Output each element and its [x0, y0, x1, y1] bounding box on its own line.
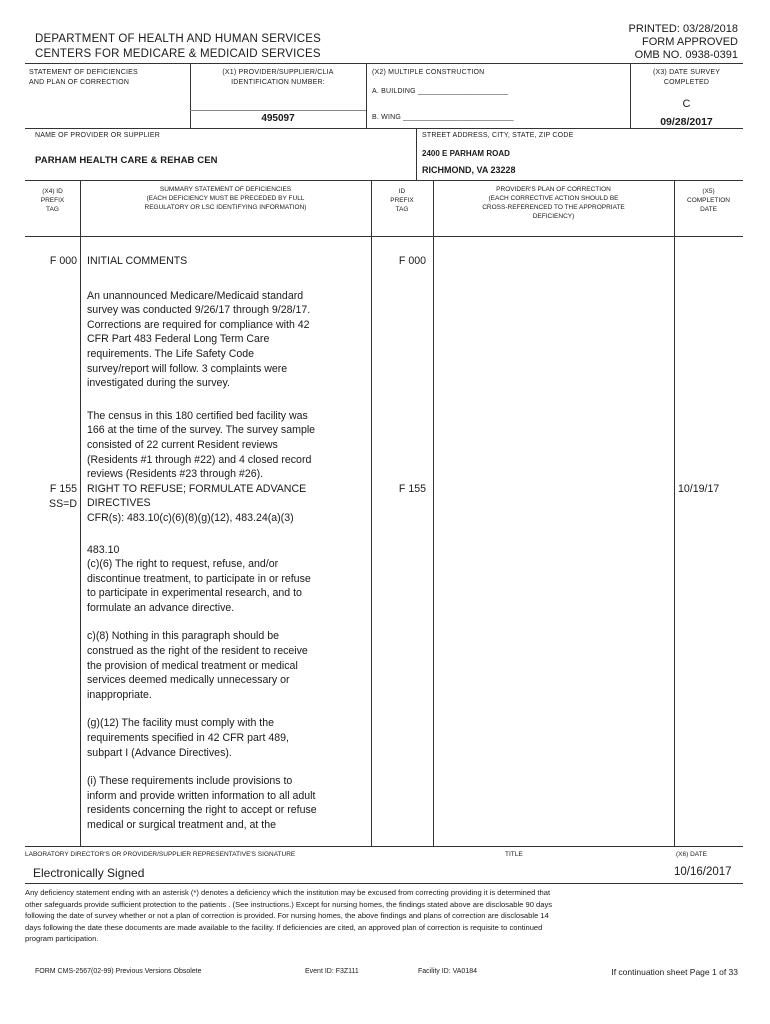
form-approved: FORM APPROVED [642, 36, 738, 48]
signature-value: Electronically Signed [33, 866, 145, 880]
regulation-i: (i) These requirements include provisions to inform and provide written information to all adult residents concerning the right to accept or refuse medical or surgical treatment and, at the [87, 775, 317, 831]
survey-paragraph: An unannounced Medicare/Medicaid standard survey was conducted 9/26/17 through 9/28/17. Corrections are required for compliance with 42 CFR Part 483 Federal Long Term Care requirements. The Life Safety Code survey/report will follow. 3 complaints were investigated during the survey. [87, 289, 311, 390]
regulation-c8: c)(8) Nothing in this paragraph should be construed as the right of the resident to receive the provision of medical treatment or medical services deemed medically unnecessary or inappropriate. [87, 630, 308, 701]
form-number: FORM CMS-2567(02-99) Previous Versions Obsolete [35, 968, 202, 975]
title-label: TITLE [505, 851, 523, 858]
statement-label: STATEMENT OF DEFICIENCIES AND PLAN OF CORRECTION [29, 69, 138, 86]
summary-content [87, 254, 369, 833]
provider-name-label: NAME OF PROVIDER OR SUPPLIER [35, 132, 161, 139]
department-title [35, 32, 321, 62]
summary-header: SUMMARY STATEMENT OF DEFICIENCIES (EACH DEFICIENCY MUST BE PRECEDED BY FULL REGULATORY OR LSC IDENTIFYING INFORMATION) [144, 186, 307, 211]
regulation-483-10: 483.10 (c)(6) The right to request, refuse, and/or discontinue treatment, to participate in or refuse to participate in experimental research, and to formulate an advance directive. [87, 543, 311, 614]
provider-number: 495097 [261, 113, 295, 124]
survey-letter: C [682, 98, 691, 110]
address-line-2: RICHMOND, VA 23228 [422, 165, 516, 175]
completion-date-f155: 10/19/17 [678, 483, 720, 495]
disclaimer: Any deficiency statement ending with an asterisk (*) denotes a deficiency which the institution may be excused from correcting providing it is determined that other safeguards provide sufficient protection to the patients . (See instructions.) Except for nursing homes, the findings stated above are disclosable 90 days following the date of survey whether or not a plan of correction is provided. For nursing homes, the above findings and plans of correction are disclosable 14 days following the date these documents are made available to the facility. If deficiencies are cited, an approved plan of correction is requisite to continued program participation. [25, 888, 553, 944]
building-label: A. BUILDING ______________________ [372, 88, 509, 95]
tag-f155-left: F 155 [49, 483, 77, 495]
census-paragraph: The census in this 180 certified bed facility was 166 at the time of the survey. The survey sample consisted of 22 current Resident reviews (Residents #1 through #22) and 4 closed record reviews (Residents #23 through #26). [87, 409, 316, 481]
address-line-1: 2400 E PARHAM ROAD [422, 149, 510, 158]
form-meta [629, 23, 738, 62]
x4-header: (X4) ID PREFIX TAG [40, 188, 65, 213]
f155-title: RIGHT TO REFUSE; FORMULATE ADVANCE DIRECTIVES CFR(s): 483.10(c)(6)(8)(g)(12), 483.24(a)(3) [87, 482, 307, 524]
x3-label: (X3) DATE SURVEY COMPLETED [652, 69, 721, 86]
event-id: Event ID: F3Z111 [305, 968, 359, 975]
tag-f000-left: F 000 [49, 255, 77, 267]
signature-label: LABORATORY DIRECTOR'S OR PROVIDER/SUPPLIER REPRESENTATIVE'S SIGNATURE [25, 851, 296, 858]
omb-number: OMB NO. 0938-0391 [634, 49, 738, 61]
plan-header: PROVIDER'S PLAN OF CORRECTION (EACH CORRECTIVE ACTION SHOULD BE CROSS-REFERENCED TO THE APPROPRIATE DEFICIENCY) [482, 186, 625, 220]
x5-header: (X5) COMPLETION DATE [687, 188, 730, 213]
x1-label: (X1) PROVIDER/SUPPLIER/CLIA IDENTIFICATION NUMBER: [222, 69, 334, 86]
signature-date: 10/16/2017 [674, 866, 732, 878]
id-prefix-header: ID PREFIX TAG [390, 188, 414, 213]
tag-f000-right: F 000 [398, 255, 426, 267]
department-line-1: DEPARTMENT OF HEALTH AND HUMAN SERVICES [35, 33, 321, 45]
survey-completed-date: 09/28/2017 [660, 116, 713, 128]
provider-name: PARHAM HEALTH CARE & REHAB CEN [35, 155, 218, 166]
tag-f155-right: F 155 [398, 483, 426, 495]
facility-id: Facility ID: VA0184 [418, 968, 478, 975]
regulation-g12: (g)(12) The facility must comply with the requirements specified in 42 CFR part 489, subpart I (Advance Directives). [87, 717, 289, 759]
printed-date: PRINTED: 03/28/2018 [628, 23, 738, 35]
page-number: If continuation sheet Page 1 of 33 [611, 967, 738, 977]
initial-comments-heading: INITIAL COMMENTS [87, 255, 188, 267]
scope-severity: SS=D [49, 498, 77, 510]
wing-label: B. WING ___________________________ [372, 114, 514, 121]
date-label: (X6) DATE [676, 851, 707, 858]
x2-label: (X2) MULTIPLE CONSTRUCTION [372, 69, 485, 76]
department-line-2: CENTERS FOR MEDICARE & MEDICAID SERVICES [35, 48, 321, 60]
address-label: STREET ADDRESS, CITY, STATE, ZIP CODE [422, 132, 574, 139]
